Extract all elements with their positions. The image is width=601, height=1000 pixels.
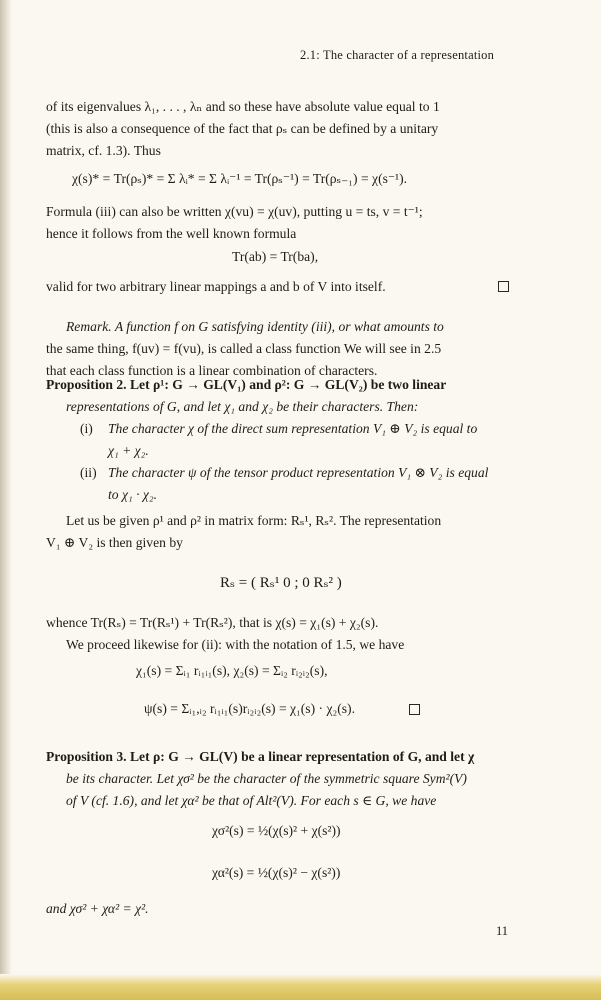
text-line: valid for two arbitrary linear mappings a and b of V into itself. [46,279,386,294]
item-number: (ii) [80,465,97,480]
text-line: to χ₁ · χ₂. [108,487,157,502]
text-line: χ₁ + χ₂. [108,443,149,458]
equation-character-sums: χ₁(s) = Σᵢ₁ rᵢ₁ᵢ₁(s), χ₂(s) = Σᵢ₂ rᵢ₂ᵢ₂(s), [136,663,328,678]
text-line: Let us be given ρ¹ and ρ² in matrix form: Rₛ¹, Rₛ². The representation [66,513,442,528]
text-line: The character ψ of the tensor product representation V₁ ⊗ V₂ is equal [108,465,489,480]
text-line: be its character. Let χσ² be the character of the symmetric square Sym²(V) [66,771,467,786]
proposition-3-heading: Proposition 3. Let ρ: G → GL(V) be a linear representation of G, and let χ [46,749,475,764]
page-edge-shadow [0,0,12,1000]
item-number: (i) [80,421,93,436]
paragraph-eigenvalues [46,96,512,162]
text-line: hence it follows from the well known formula [46,226,297,241]
page-bottom-edge [0,974,601,1000]
paragraph-matrix-form [46,510,512,554]
equation-alternating-square: χα²(s) = ½(χ(s)² − χ(s²)) [212,865,341,880]
page-number: 11 [496,924,509,938]
text-line: of its eigenvalues λ₁, . . . , λₙ and so these have absolute value equal to 1 [46,99,440,114]
equation-block-matrix: Rₛ = ( Rₛ¹ 0 ; 0 Rₛ² ) [220,575,342,591]
text-line: Remark. A function f on G satisfying identity (iii), or what amounts to [66,319,444,334]
equation-tensor-character: ψ(s) = Σᵢ₁,ᵢ₂ rᵢ₁ᵢ₁(s)rᵢ₂ᵢ₂(s) = χ₁(s) · χ₂(s). [144,701,355,716]
qed-box-icon [409,704,420,715]
remark-paragraph [46,316,512,382]
text-line: We proceed likewise for (ii): with the notation of 1.5, we have [66,637,405,652]
text-line: of V (cf. 1.6), and let χα² be that of Alt²(V). For each s ∈ G, we have [66,793,437,808]
proposition-2-heading: Proposition 2. Let ρ¹: G → GL(V₁) and ρ²: G → GL(V₂) be two linear [46,377,447,392]
proposition-2-item-ii [80,462,512,506]
equation-character-conjugate: χ(s)* = Tr(ρₛ)* = Σ λᵢ* = Σ λᵢ⁻¹ = Tr(ρₛ⁻¹) = Tr(ρₛ₋₁) = χ(s⁻¹). [72,171,408,186]
proposition-3 [46,746,512,812]
equation-trace-commutes: Tr(ab) = Tr(ba), [232,249,319,264]
qed-box-icon [498,281,509,292]
equation-symmetric-square: χσ²(s) = ½(χ(s)² + χ(s²)) [212,823,341,838]
text-line: that each class function is a linear combination of characters. [46,363,378,378]
paragraph-formula-iii [46,201,512,245]
text-line: matrix, cf. 1.3). Thus [46,143,161,158]
text-line: V₁ ⊕ V₂ is then given by [46,535,183,550]
text-line: and χσ² + χα² = χ². [46,901,149,916]
paragraph-sum-identity [46,898,512,920]
text-line: (this is also a consequence of the fact that ρₛ can be defined by a unitary [46,121,439,136]
proposition-2-item-i [80,418,512,462]
text-line: The character χ of the direct sum representation V₁ ⊕ V₂ is equal to [108,421,478,436]
text-line: whence Tr(Rₛ) = Tr(Rₛ¹) + Tr(Rₛ²), that is χ(s) = χ₁(s) + χ₂(s). [46,615,379,630]
text-line: the same thing, f(uv) = f(vu), is called a class function We will see in 2.5 [46,341,442,356]
running-head: 2.1: The character of a representation [300,48,495,62]
text-line: representations of G, and let χ₁ and χ₂ be their characters. Then: [66,399,419,414]
text-line: Formula (iii) can also be written χ(vu) = χ(uv), putting u = ts, v = t⁻¹; [46,204,423,219]
paragraph-valid-mappings [46,276,512,298]
paragraph-whence [46,612,512,656]
proposition-2 [46,374,512,418]
